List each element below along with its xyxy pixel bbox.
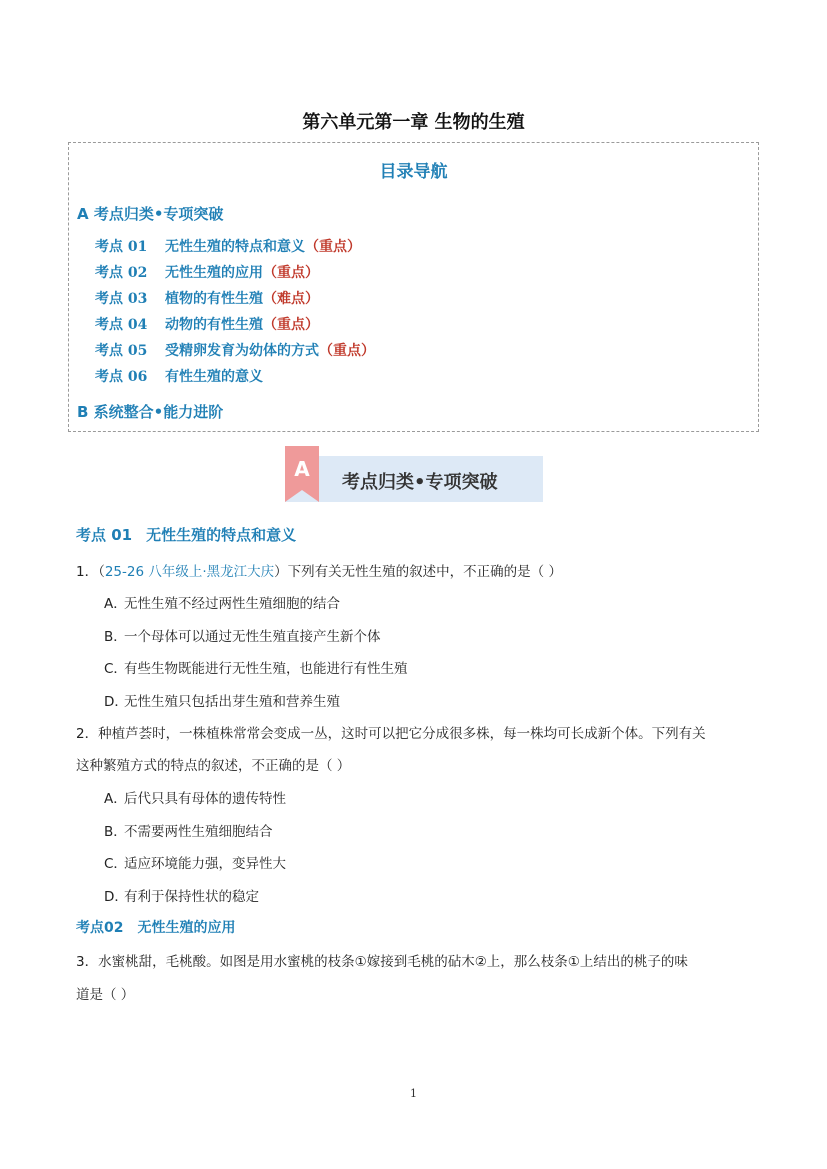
toc-item-tag: （重点） bbox=[263, 317, 319, 333]
toc-section-a[interactable]: A 考点归类•专项突破 bbox=[77, 205, 224, 223]
question-3-stem-line1: 3．水蜜桃甜，毛桃酸。如图是用水蜜桃的枝条①嫁接到毛桃的砧木②上，那么枝条①上结出的桃子的味 bbox=[76, 954, 688, 970]
toc-item-text: 无性生殖的应用 bbox=[165, 265, 263, 281]
toc-item-text: 无性生殖的特点和意义 bbox=[165, 239, 305, 255]
toc-item-text: 有性生殖的意义 bbox=[165, 369, 263, 385]
option-text: 不需要两性生殖细胞结合 bbox=[124, 824, 273, 840]
toc-item-tag: （重点） bbox=[319, 343, 375, 359]
question-2-option-d[interactable] bbox=[104, 885, 259, 905]
banner-badge-letter: A bbox=[294, 457, 310, 481]
question-source: 25-26 八年级上·黑龙江大庆 bbox=[104, 564, 275, 580]
toc-item-tag: （难点） bbox=[263, 291, 319, 307]
option-letter: B． bbox=[104, 629, 127, 645]
toc-item-text: 植物的有性生殖 bbox=[165, 291, 263, 307]
option-text: 无性生殖不经过两性生殖细胞的结合 bbox=[124, 596, 340, 612]
point-code: 考点02 bbox=[76, 920, 124, 936]
point-title: 无性生殖的应用 bbox=[137, 920, 236, 936]
option-text: 一个母体可以通过无性生殖直接产生新个体 bbox=[124, 629, 381, 645]
banner-text: 考点归类•专项突破 bbox=[342, 472, 498, 493]
question-3-stem-line2: 道是（ ） bbox=[76, 987, 135, 1003]
option-letter: A． bbox=[104, 596, 127, 612]
question-2-stem-line1: 2．种植芦荟时，一株植株常常会变成一丛，这时可以把它分成很多株，每一株均可长成新个体。下列有关 bbox=[76, 726, 706, 742]
option-text: 后代只具有母体的遗传特性 bbox=[124, 791, 286, 807]
option-letter: B． bbox=[104, 824, 127, 840]
point-title: 无性生殖的特点和意义 bbox=[146, 526, 297, 544]
toc-item-code: 考点 06 bbox=[95, 369, 148, 385]
toc-item-2[interactable] bbox=[95, 262, 319, 282]
toc-item-code: 考点 03 bbox=[95, 291, 148, 307]
option-letter: C． bbox=[104, 661, 127, 677]
toc-item-tag: （重点） bbox=[305, 239, 361, 255]
toc-box bbox=[68, 142, 759, 432]
toc-item-5[interactable] bbox=[95, 340, 375, 360]
section-banner bbox=[285, 446, 543, 502]
option-letter: D． bbox=[104, 889, 128, 905]
point-heading-1 bbox=[76, 524, 296, 545]
toc-item-code: 考点 02 bbox=[95, 265, 148, 281]
point-heading-2 bbox=[76, 917, 235, 937]
toc-item-code: 考点 01 bbox=[95, 239, 148, 255]
option-text: 有些生物既能进行无性生殖，也能进行有性生殖 bbox=[124, 661, 408, 677]
page-title: 第六单元第一章 生物的生殖 bbox=[302, 112, 525, 133]
question-1-option-a[interactable] bbox=[104, 592, 340, 612]
toc-item-6[interactable] bbox=[95, 366, 263, 386]
question-1-option-b[interactable] bbox=[104, 625, 381, 645]
toc-item-text: 受精卵发育为幼体的方式 bbox=[165, 343, 319, 359]
question-1-stem bbox=[76, 560, 562, 580]
option-letter: A． bbox=[104, 791, 127, 807]
point-code: 考点 01 bbox=[76, 526, 133, 544]
toc-item-code: 考点 04 bbox=[95, 317, 148, 333]
toc-section-b[interactable]: B 系统整合•能力进阶 bbox=[77, 403, 224, 421]
toc-item-text: 动物的有性生殖 bbox=[165, 317, 263, 333]
option-text: 适应环境能力强，变异性大 bbox=[124, 856, 286, 872]
question-2-option-b[interactable] bbox=[104, 820, 273, 840]
toc-item-3[interactable] bbox=[95, 288, 319, 308]
toc-item-code: 考点 05 bbox=[95, 343, 148, 359]
question-2-stem-line2: 这种繁殖方式的特点的叙述，不正确的是（ ） bbox=[76, 758, 351, 774]
banner-badge-icon bbox=[285, 446, 319, 502]
toc-heading: 目录导航 bbox=[379, 162, 448, 182]
question-2-option-c[interactable] bbox=[104, 852, 286, 872]
question-1-option-d[interactable] bbox=[104, 690, 340, 710]
question-stem: ）下列有关无性生殖的叙述中，不正确的是（ ） bbox=[274, 564, 562, 580]
toc-item-4[interactable] bbox=[95, 314, 319, 334]
question-2-option-a[interactable] bbox=[104, 787, 286, 807]
option-text: 有利于保持性状的稳定 bbox=[124, 889, 259, 905]
toc-item-1[interactable] bbox=[95, 236, 361, 256]
option-letter: D． bbox=[104, 694, 128, 710]
option-letter: C． bbox=[104, 856, 127, 872]
question-number: 1．（ bbox=[76, 564, 105, 580]
question-1-option-c[interactable] bbox=[104, 657, 408, 677]
option-text: 无性生殖只包括出芽生殖和营养生殖 bbox=[124, 694, 340, 710]
toc-item-tag: （重点） bbox=[263, 265, 319, 281]
page-number: 1 bbox=[410, 1087, 417, 1100]
